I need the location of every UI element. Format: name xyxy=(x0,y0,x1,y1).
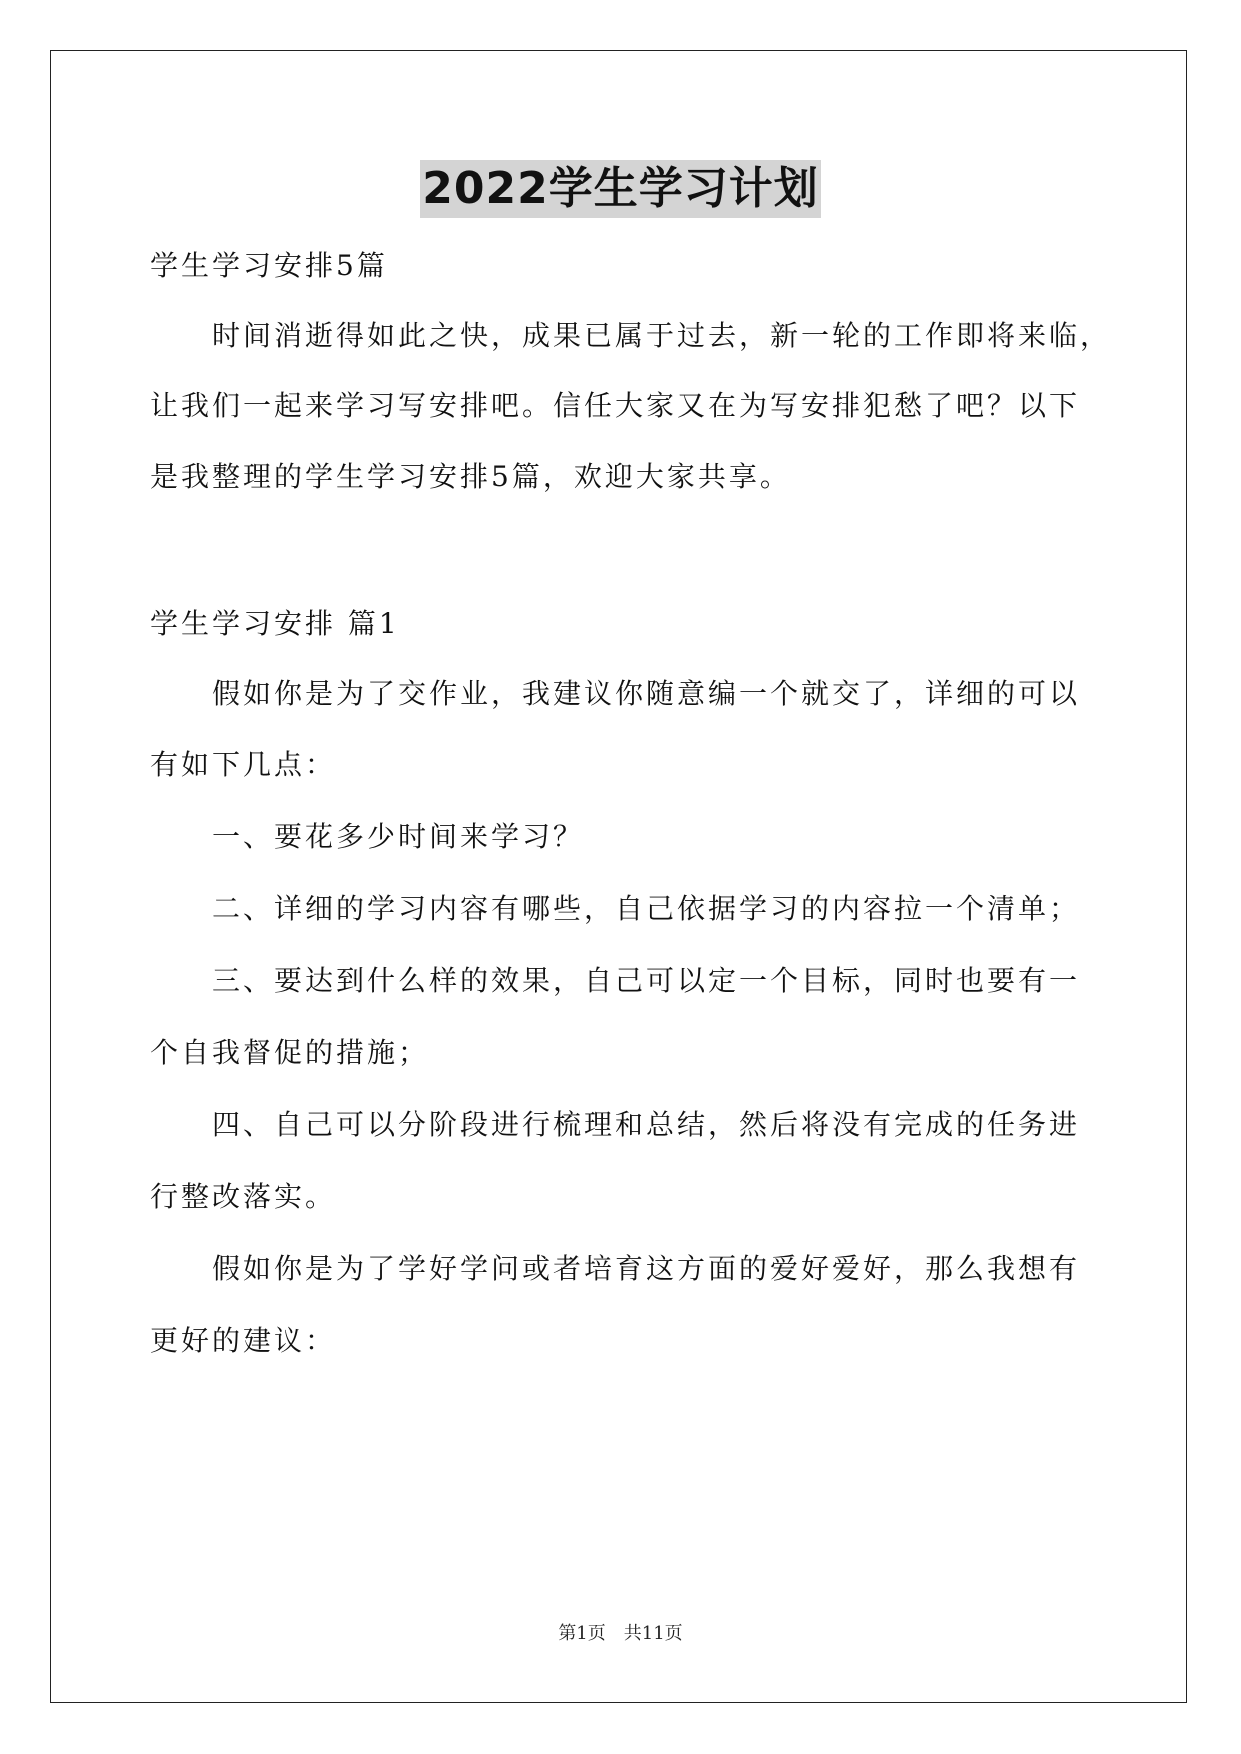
title-container xyxy=(0,160,1241,218)
list-item: 三、要达到什么样的效果，自己可以定一个目标，同时也要有一 xyxy=(212,964,1081,997)
paragraph-line: 让我们一起来学习写安排吧。信任大家又在为写安排犯愁了吧？以下 xyxy=(150,389,1081,422)
paragraph-line: 假如你是为了交作业，我建议你随意编一个就交了，详细的可以 xyxy=(212,677,1081,710)
section-heading: 学生学习安排 篇1 xyxy=(150,607,400,640)
page-border xyxy=(50,50,1187,1703)
section-heading: 学生学习安排5篇 xyxy=(150,249,388,282)
paragraph-line: 假如你是为了学好学问或者培育这方面的爱好爱好，那么我想有 xyxy=(212,1252,1081,1285)
page-number: 第1页 共11页 xyxy=(558,1623,683,1644)
list-item: 四、自己可以分阶段进行梳理和总结，然后将没有完成的任务进 xyxy=(212,1108,1081,1141)
paragraph-line: 是我整理的学生学习安排5篇，欢迎大家共享。 xyxy=(150,460,791,493)
paragraph-line: 更好的建议： xyxy=(150,1324,337,1357)
paragraph-line: 时间消逝得如此之快，成果已属于过去，新一轮的工作即将来临， xyxy=(212,319,1112,352)
list-item: 一、要花多少时间来学习？ xyxy=(212,820,585,853)
paragraph-line: 行整改落实。 xyxy=(150,1180,337,1213)
document-title: 2022学生学习计划 xyxy=(420,160,820,218)
paragraph-line: 个自我督促的措施； xyxy=(150,1036,430,1069)
list-item: 二、详细的学习内容有哪些，自己依据学习的内容拉一个清单； xyxy=(212,892,1081,925)
paragraph-line: 有如下几点： xyxy=(150,748,337,781)
